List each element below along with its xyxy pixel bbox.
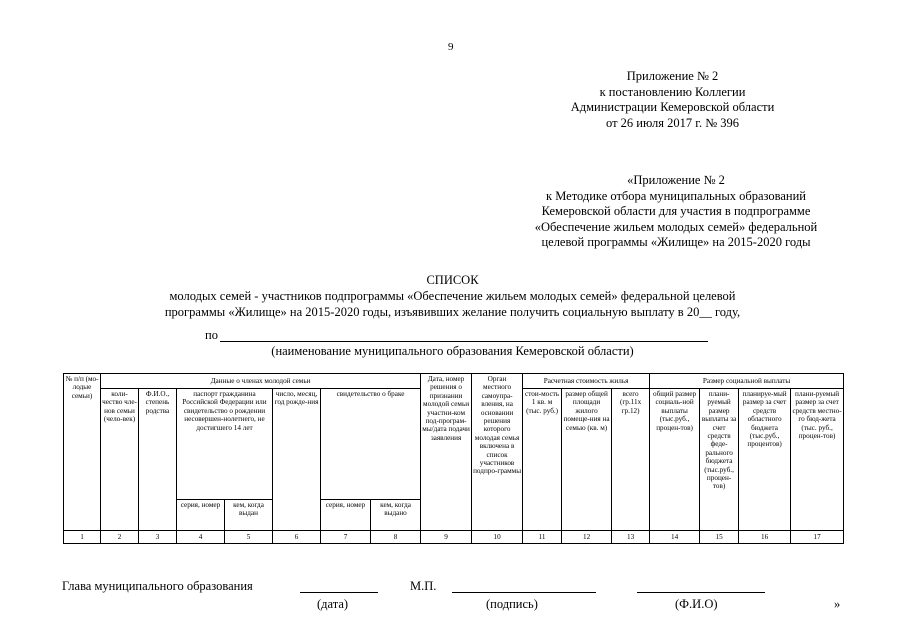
header-passport-issued: кем, когда выдан	[225, 500, 273, 531]
header-decision-date: Дата, номер решения о признании молодой семьи участни-ком под-програм-мы/дата подачи заявления	[421, 374, 472, 531]
column-number: 11	[523, 531, 562, 544]
closing-quote: »	[834, 597, 841, 611]
header-birthdate: число, месяц, год рожде-ния	[273, 389, 321, 531]
header-cost-sqm: стои-мость 1 кв. м (тыс. руб.)	[523, 389, 562, 531]
header-group-members: Данные о членах молодой семьи	[101, 374, 421, 389]
title-line: программы «Жилище» на 2015-2020 годы, изъявивших желание получить социальную выплату в 20__ году,	[164, 305, 741, 319]
appendix-line: «Обеспечение жильем молодых семей» федеральной	[534, 219, 818, 234]
column-number: 10	[472, 531, 523, 544]
column-number: 12	[562, 531, 612, 544]
mp-label: М.П.	[410, 579, 437, 593]
signature-blank-line	[452, 592, 596, 593]
column-number: 15	[700, 531, 739, 544]
appendix-resolution-block	[540, 69, 805, 131]
column-number: 2	[101, 531, 139, 544]
header-pay-local: плани-руемый размер за счет средств местно-го бюд-жета (тыс. руб., процен-тов)	[791, 389, 844, 531]
title-line: молодых семей - участников подпрограммы «Обеспечение жильем молодых семей» федеральной целевой	[169, 289, 736, 303]
title-heading: СПИСОК	[426, 273, 479, 287]
header-no: № п/п (мо-лодые семьи)	[64, 374, 101, 531]
appendix-line: целевой программы «Жилище» на 2015-2020 годы	[541, 235, 811, 249]
header-pay-total: общий размер социаль-ной выплаты (тыс.руб., процен-тов)	[650, 389, 700, 531]
header-fio: Ф.И.О., степень родства	[139, 389, 177, 531]
column-number: 6	[273, 531, 321, 544]
column-number: 16	[739, 531, 791, 544]
header-marriage-issued: кем, когда выдано	[371, 500, 421, 531]
header-marriage: свидетельство о браке	[321, 389, 421, 500]
date-caption: (дата)	[317, 597, 349, 611]
appendix-line: от 26 июля 2017 г. № 396	[605, 115, 740, 130]
appendix-line: к Методике отбора муниципальных образований	[546, 188, 806, 203]
signature-caption: (подпись)	[486, 597, 538, 611]
appendix-line: к постановлению Коллегии	[599, 84, 746, 99]
fio-blank-line	[637, 592, 765, 593]
appendix-line: Администрации Кемеровской области	[570, 100, 775, 114]
header-passport: паспорт гражданина Российской Федерации или свидетельство о рождении несовершен-нолетнего, не достигшего 14 лет	[177, 389, 273, 500]
column-number: 5	[225, 531, 273, 544]
column-number: 13	[612, 531, 650, 544]
head-label: Глава муниципального образования	[62, 579, 253, 593]
header-passport-series: серия, номер	[177, 500, 225, 531]
header-authority: Орган местного самоупра-вления, на основании решения которого молодая семья включена в список участников подпро-граммы	[472, 374, 523, 531]
header-pay-regional: планируе-мый размер за счет средств областного бюджета (тыс.руб., процентов)	[739, 389, 791, 531]
appendix-line: «Приложение № 2	[627, 173, 725, 187]
municipality-caption: (наименование муниципального образования Кемеровской области)	[271, 344, 634, 358]
appendix-method-block	[480, 173, 872, 251]
po-label: по	[205, 328, 218, 342]
families-table	[63, 373, 844, 544]
column-number: 7	[321, 531, 371, 544]
column-number: 3	[139, 531, 177, 544]
fio-caption: (Ф.И.О)	[675, 597, 718, 611]
header-pay-federal: плани-руемый размер выплаты за счет средств феде-рального бюджета (тыс.руб., процен-тов)	[700, 389, 739, 531]
document-title	[60, 272, 845, 320]
column-number: 4	[177, 531, 225, 544]
column-number: 17	[791, 531, 844, 544]
column-number: 1	[64, 531, 101, 544]
header-group-cost: Расчетная стоимость жилья	[523, 374, 650, 389]
date-blank-line	[300, 592, 378, 593]
column-number: 9	[421, 531, 472, 544]
header-marriage-series: серия, номер	[321, 500, 371, 531]
header-area: размер общей площади жилого помеще-ния на семью (кв. м)	[562, 389, 612, 531]
appendix-line: Приложение № 2	[626, 69, 719, 83]
appendix-line: Кемеровской области для участия в подпрограмме	[541, 204, 811, 218]
column-number: 8	[371, 531, 421, 544]
header-group-payment: Размер социальной выплаты	[650, 374, 844, 389]
column-number: 14	[650, 531, 700, 544]
page-number: 9	[448, 41, 454, 53]
municipality-blank-line	[220, 341, 708, 342]
header-total: всего (гр.11х гр.12)	[612, 389, 650, 531]
header-count: коли-чество чле-нов семьи (чело-век)	[101, 389, 139, 531]
